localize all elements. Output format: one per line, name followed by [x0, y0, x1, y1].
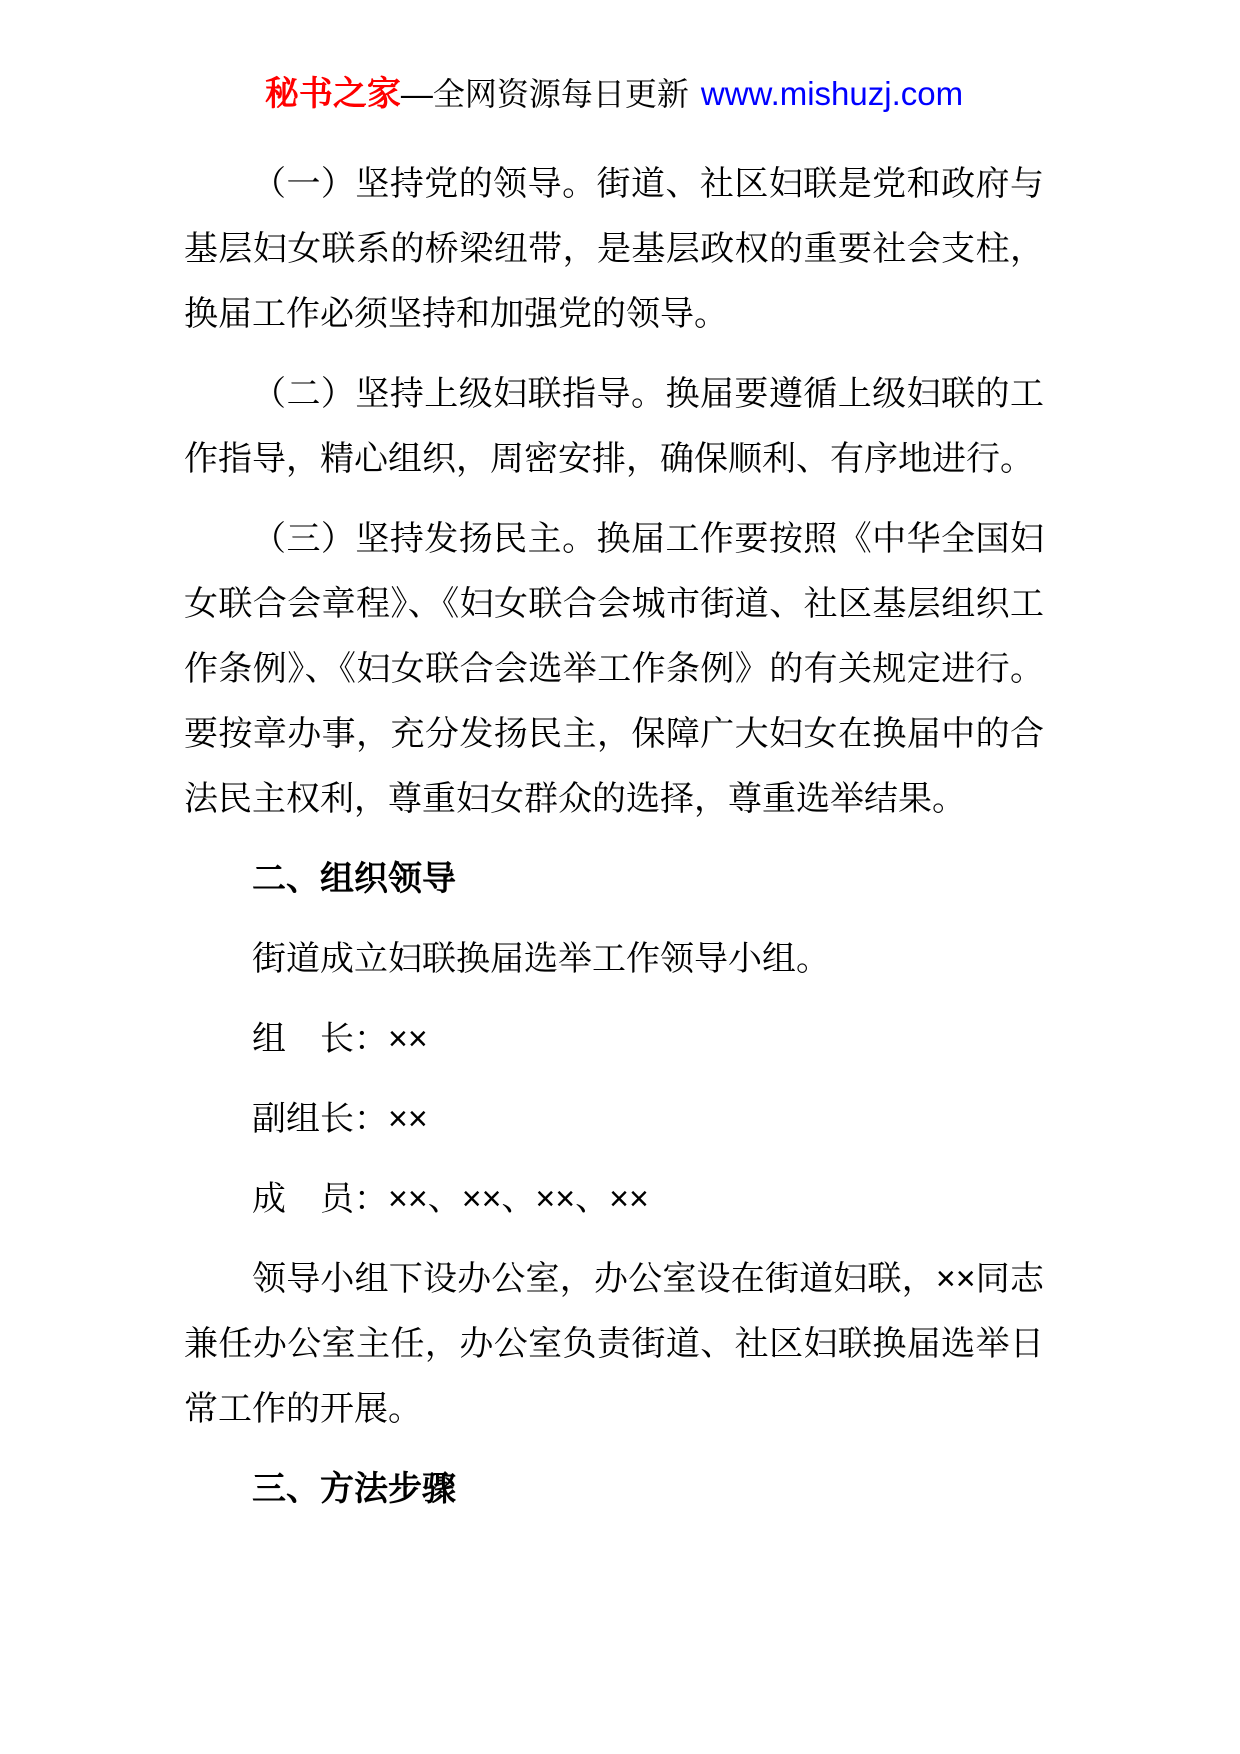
paragraph-deputy-leader: 副组长：××	[252, 1100, 428, 1138]
paragraph-principle-2: （二）坚持上级妇联指导。换届要遵循上级妇联的工作指导，精心组织，周密安排，确保顺利、有序地进行。	[184, 375, 1044, 478]
site-url-link[interactable]: www.mishuzj.com	[700, 75, 964, 112]
section-heading-2: 二、组织领导	[252, 860, 456, 898]
paragraph-members: 成 员：××、××、××、××	[252, 1180, 649, 1218]
brand-text: 秘书之家	[264, 75, 401, 113]
site-header	[184, 72, 1044, 116]
paragraph-principle-3: （三）坚持发扬民主。换届工作要按照《中华全国妇女联合会章程》、《妇女联合会城市街道、社区基层组织工作条例》、《妇女联合会选举工作条例》的有关规定进行。要按章办事，充分发扬民主，保障广大妇女在换届中的合法民主权利，尊重妇女群众的选择，尊重选举结果。	[184, 520, 1044, 818]
paragraph-group-leader: 组 长：××	[252, 1020, 428, 1058]
paragraph-principle-1: （一）坚持党的领导。街道、社区妇联是党和政府与基层妇女联系的桥梁纽带，是基层政权的重要社会支柱，换届工作必须坚持和加强党的领导。	[184, 165, 1044, 333]
tagline-text: —全网资源每日更新	[400, 76, 689, 112]
paragraph-leading-group: 街道成立妇联换届选举工作领导小组。	[252, 940, 830, 978]
section-heading-3: 三、方法步骤	[252, 1470, 456, 1508]
paragraph-office: 领导小组下设办公室，办公室设在街道妇联，××同志兼任办公室主任，办公室负责街道、社区妇联换届选举日常工作的开展。	[184, 1260, 1044, 1428]
